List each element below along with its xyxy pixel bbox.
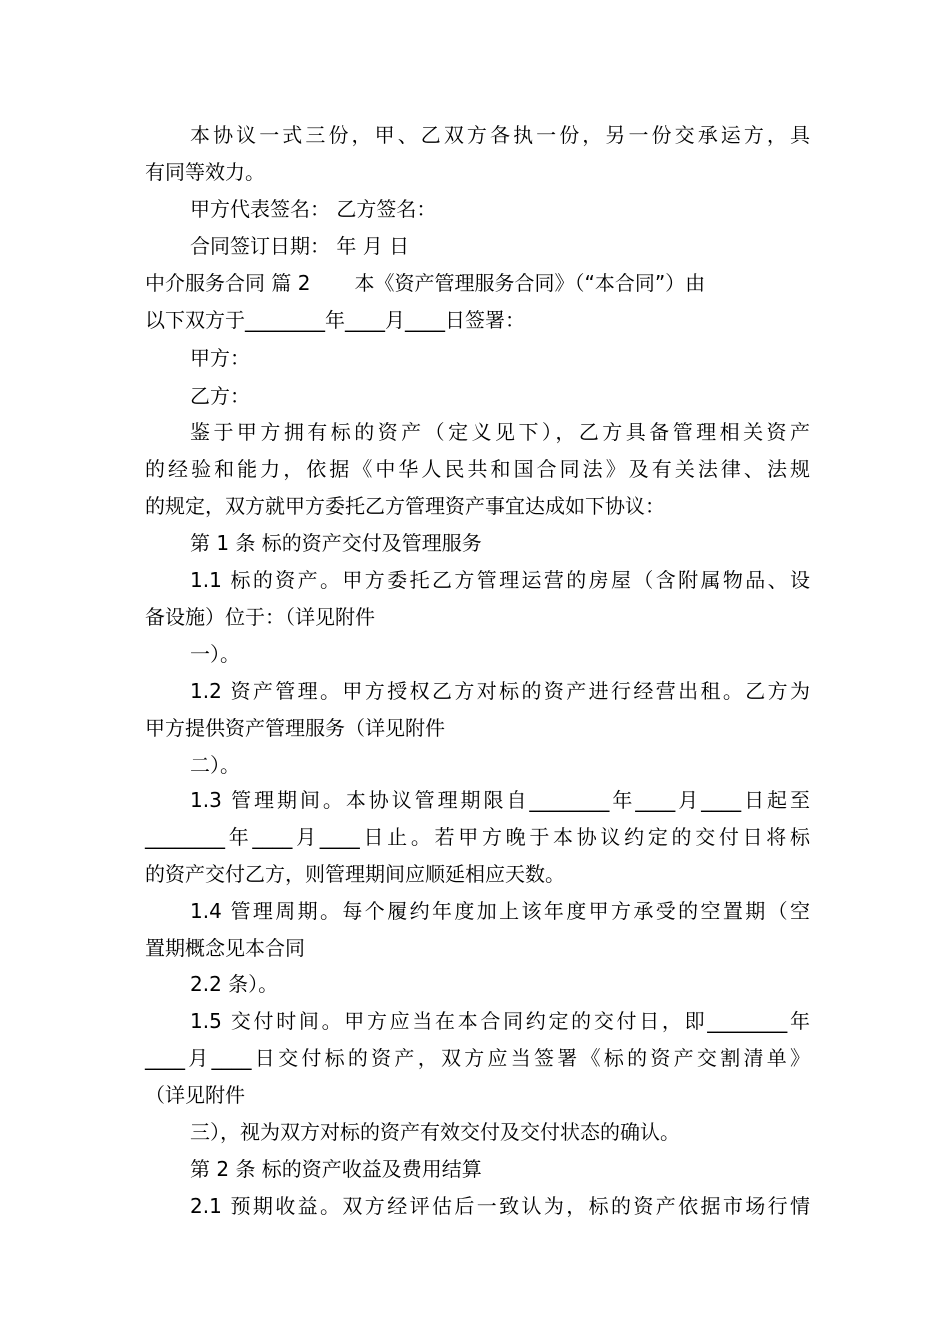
clause-line: 一）。 xyxy=(190,642,240,666)
party-a-line: 甲方： xyxy=(190,346,250,370)
article-heading: 第 1 条 标的资产交付及管理服务 xyxy=(190,531,482,555)
clause-line: 2.2 条）。 xyxy=(190,972,279,996)
paragraph-text: 本《资产管理服务合同》（“本合同”）由 xyxy=(354,271,706,295)
clause-line: 1.5 交付时间。甲方应当在本合同约定的交付日，即________年 xyxy=(190,1009,810,1033)
clause-line: 备设施）位于：（详见附件 xyxy=(145,605,375,629)
paragraph-line: 的经验和能力，依据《中华人民共和国合同法》及有关法律、法规 xyxy=(145,457,810,481)
section-heading-line xyxy=(145,265,810,301)
section-title: 中介服务合同 篇 2 xyxy=(145,271,311,295)
paragraph-line: 鉴于甲方拥有标的资产（定义见下），乙方具备管理相关资产 xyxy=(190,420,810,444)
clause-line: 1.3 管理期间。本协议管理期限自________年____月____日起至 xyxy=(190,788,810,812)
clause-line: （详见附件 xyxy=(145,1083,245,1107)
clause-line: 置期概念见本合同 xyxy=(145,936,305,960)
clause-line: 二）。 xyxy=(190,753,240,777)
article-heading: 第 2 条 标的资产收益及费用结算 xyxy=(190,1157,482,1181)
clause-line: 三），视为双方对标的资产有效交付及交付状态的确认。 xyxy=(190,1120,680,1144)
party-b-line: 乙方： xyxy=(190,384,250,408)
clause-line: ________年____月____日止。若甲方晚于本协议约定的交付日将标 xyxy=(145,825,810,849)
paragraph-line: 有同等效力。 xyxy=(145,160,265,184)
clause-line: 的资产交付乙方，则管理期间应顺延相应天数。 xyxy=(145,862,565,886)
paragraph-line: 以下双方于________年____月____日签署： xyxy=(145,308,525,332)
clause-line: 2.1 预期收益。双方经评估后一致认为，标的资产依据市场行情 xyxy=(190,1194,810,1218)
paragraph-line: 的规定，双方就甲方委托乙方管理资产事宜达成如下协议： xyxy=(145,494,665,518)
clause-line: 1.2 资产管理。甲方授权乙方对标的资产进行经营出租。乙方为 xyxy=(190,679,810,703)
clause-line: 1.4 管理周期。每个履约年度加上该年度甲方承受的空置期（空 xyxy=(190,899,810,923)
paragraph-line: 本协议一式三份，甲、乙双方各执一份，另一份交承运方，具 xyxy=(190,123,810,147)
signature-line: 甲方代表签名： 乙方签名： xyxy=(190,197,437,221)
clause-line: ____月____日交付标的资产，双方应当签署《标的资产交割清单》 xyxy=(145,1046,810,1070)
clause-line: 1.1 标的资产。甲方委托乙方管理运营的房屋（含附属物品、设 xyxy=(190,568,810,592)
date-line: 合同签订日期： 年 月 日 xyxy=(190,234,410,258)
clause-line: 甲方提供资产管理服务（详见附件 xyxy=(145,716,445,740)
